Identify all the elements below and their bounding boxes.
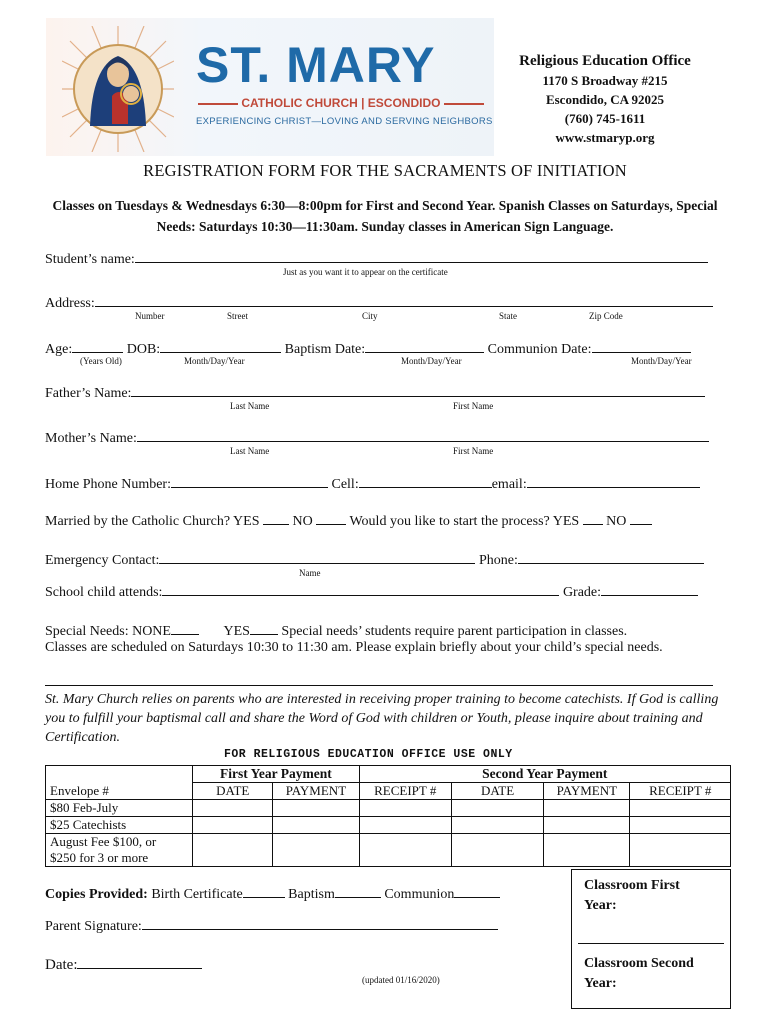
church-line-text: CATHOLIC CHURCH | ESCONDIDO <box>241 96 441 110</box>
home-phone-field[interactable] <box>171 475 328 488</box>
married-no-label: NO <box>292 514 313 529</box>
birth-certificate-label: Birth Certificate <box>151 887 243 902</box>
date-row <box>45 956 202 974</box>
classroom-first-year-field[interactable] <box>578 943 724 944</box>
special-needs-label: Special Needs: NONE <box>45 624 171 639</box>
row-label: $250 for 3 or more <box>46 850 193 867</box>
table-row <box>46 800 731 817</box>
special-needs-explain-field[interactable] <box>45 685 713 686</box>
office-contact <box>497 52 713 147</box>
table-cell[interactable] <box>359 817 451 834</box>
column-header: RECEIPT # <box>630 783 731 800</box>
mother-name-row <box>45 429 709 446</box>
phone-row <box>45 475 700 492</box>
special-needs-note2: Classes are scheduled on Saturdays 10:30 to 11:30 am. Please explain briefly about your child’s special needs. <box>45 640 663 655</box>
row-label: $25 Catechists <box>46 817 193 834</box>
emergency-phone-label: Phone: <box>478 553 518 568</box>
row-label: August Fee $100, or <box>46 834 193 851</box>
address-field[interactable] <box>95 294 713 307</box>
special-yes-label: YES <box>223 624 250 639</box>
age-hint: (Years Old) <box>80 356 122 366</box>
address-city-hint: City <box>362 311 378 321</box>
table-cell[interactable] <box>193 800 273 817</box>
emergency-phone-field[interactable] <box>518 551 704 564</box>
date-label: Date: <box>45 957 78 973</box>
cell-label: Cell: <box>331 477 359 492</box>
emergency-contact-field[interactable] <box>159 551 475 564</box>
address-label: Address: <box>45 296 95 311</box>
payment-header-row <box>46 766 731 783</box>
communion-date-label: Communion Date: <box>487 342 592 357</box>
column-header: DATE <box>193 783 273 800</box>
father-name-label: Father’s Name: <box>45 386 132 401</box>
email-field[interactable] <box>527 475 700 488</box>
process-no-field[interactable] <box>630 512 652 525</box>
table-row <box>46 834 731 851</box>
married-label: Married by the Catholic Church? YES <box>45 514 260 529</box>
grade-field[interactable] <box>601 583 698 596</box>
father-last-name-hint: Last Name <box>230 401 270 411</box>
emergency-contact-label: Emergency Contact: <box>45 553 160 568</box>
first-year-header: First Year Payment <box>193 766 359 783</box>
father-name-row <box>45 384 705 401</box>
birth-certificate-field[interactable] <box>243 885 285 898</box>
dob-label: DOB: <box>126 342 161 357</box>
divider <box>198 103 238 105</box>
home-phone-label: Home Phone Number: <box>45 477 171 492</box>
row-label: $80 Feb-July <box>46 800 193 817</box>
process-label: Would you like to start the process? YES <box>349 514 580 529</box>
updated-note: (updated 01/16/2020) <box>362 975 440 985</box>
table-cell[interactable] <box>544 800 630 817</box>
table-cell[interactable] <box>273 834 359 867</box>
baptism-copy-field[interactable] <box>335 885 381 898</box>
table-cell[interactable] <box>273 817 359 834</box>
table-cell[interactable] <box>544 817 630 834</box>
married-yes-field[interactable] <box>263 512 289 525</box>
special-needs-row <box>45 622 627 639</box>
table-cell[interactable] <box>630 834 731 867</box>
office-address-line1: 1170 S Broadway #215 <box>542 73 668 88</box>
mother-last-name-hint: Last Name <box>230 446 270 456</box>
table-cell[interactable] <box>359 834 451 867</box>
address-state-hint: State <box>499 311 517 321</box>
table-cell[interactable] <box>544 834 630 867</box>
mother-first-name-hint: First Name <box>453 446 494 456</box>
copies-label: Copies Provided: <box>45 887 148 902</box>
parent-signature-row <box>45 917 498 934</box>
age-label: Age: <box>45 342 73 357</box>
office-use-heading: FOR RELIGIOUS EDUCATION OFFICE USE ONLY <box>224 748 513 761</box>
married-no-field[interactable] <box>316 512 346 525</box>
emergency-name-hint: Name <box>299 568 321 578</box>
second-year-header: Second Year Payment <box>359 766 730 783</box>
church-subtitle <box>198 96 473 110</box>
grade-label: Grade: <box>562 585 602 600</box>
communion-copy-field[interactable] <box>454 885 500 898</box>
table-cell[interactable] <box>359 800 451 817</box>
parent-signature-label: Parent Signature: <box>45 919 142 934</box>
classroom-first-year-label: Classroom First Year: <box>584 878 680 913</box>
address-number-hint: Number <box>135 311 165 321</box>
address-zip-hint: Zip Code <box>589 311 623 321</box>
parent-signature-field[interactable] <box>142 917 498 930</box>
table-cell[interactable] <box>193 834 273 867</box>
table-cell[interactable] <box>451 817 543 834</box>
address-row <box>45 294 713 311</box>
church-motto: EXPERIENCING CHRIST—LOVING AND SERVING NEIGHBORS <box>196 116 493 127</box>
cell-field[interactable] <box>359 475 492 488</box>
mother-name-field[interactable] <box>137 429 709 442</box>
row-label: Envelope # <box>46 783 193 800</box>
email-label: email: <box>491 477 527 492</box>
column-header: DATE <box>451 783 543 800</box>
catechist-note: St. Mary Church relies on parents who are interested in receiving proper training to become catechists. If God is calling you to fulfill your baptismal call and share the Word of God with children or Youth, please inquire about training and Certification. <box>45 692 719 745</box>
school-row <box>45 583 698 600</box>
communion-hint: Month/Day/Year <box>631 356 692 366</box>
office-website: www.stmaryp.org <box>555 130 655 145</box>
table-cell[interactable] <box>451 834 543 867</box>
special-yes-field[interactable] <box>250 622 278 635</box>
column-header: PAYMENT <box>544 783 630 800</box>
table-cell[interactable] <box>630 800 731 817</box>
address-street-hint: Street <box>227 311 248 321</box>
dob-hint: Month/Day/Year <box>184 356 245 366</box>
age-field[interactable] <box>72 340 123 353</box>
special-none-field[interactable] <box>171 622 199 635</box>
age-dob-row <box>45 340 691 357</box>
table-cell[interactable] <box>273 800 359 817</box>
dob-field[interactable] <box>160 340 281 353</box>
divider <box>444 103 484 105</box>
table-cell[interactable] <box>193 817 273 834</box>
special-needs-note: Special needs’ students require parent participation in classes. <box>281 624 628 639</box>
process-yes-field[interactable] <box>583 512 603 525</box>
church-brand: ST. MARY <box>196 37 436 93</box>
copies-row <box>45 885 500 902</box>
student-name-label: Student’s name: <box>45 252 135 267</box>
table-cell[interactable] <box>451 800 543 817</box>
payment-table <box>45 765 731 867</box>
office-phone: (760) 745-1611 <box>564 111 646 126</box>
school-label: School child attends: <box>45 585 163 600</box>
father-first-name-hint: First Name <box>453 401 494 411</box>
form-title: REGISTRATION FORM FOR THE SACRAMENTS OF INITIATION <box>143 161 627 180</box>
baptism-date-label: Baptism Date: <box>284 342 366 357</box>
emergency-row <box>45 551 704 568</box>
table-row <box>46 817 731 834</box>
classroom-box <box>571 869 731 1009</box>
date-field[interactable] <box>77 956 202 969</box>
table-row <box>46 783 731 800</box>
school-field[interactable] <box>162 583 559 596</box>
mother-name-label: Mother’s Name: <box>45 431 137 446</box>
communion-copy-label: Communion <box>384 887 455 902</box>
office-title: Religious Education Office <box>519 53 691 69</box>
student-name-hint: Just as you want it to appear on the certificate <box>283 267 448 277</box>
student-name-row <box>45 250 708 267</box>
table-corner <box>46 766 193 783</box>
madonna-logo-icon <box>62 26 174 152</box>
office-address-line2: Escondido, CA 92025 <box>545 92 665 107</box>
baptism-date-field[interactable] <box>365 340 484 353</box>
column-header: PAYMENT <box>273 783 359 800</box>
classes-info: Classes on Tuesdays & Wednesdays 6:30—8:00pm for First and Second Year. Spanish Classes on Saturdays, Special Needs: Saturdays 10:30—11:30am. Sunday classes in American Sign Language. <box>52 198 718 234</box>
classroom-second-year-label: Classroom Second Year: <box>584 956 694 991</box>
baptism-copy-label: Baptism <box>288 887 335 902</box>
father-name-field[interactable] <box>131 384 705 397</box>
communion-date-field[interactable] <box>592 340 691 353</box>
process-no-label: NO <box>606 514 627 529</box>
column-header: RECEIPT # <box>359 783 451 800</box>
baptism-hint: Month/Day/Year <box>401 356 462 366</box>
married-row <box>45 512 652 529</box>
table-cell[interactable] <box>630 817 731 834</box>
student-name-field[interactable] <box>135 250 708 263</box>
